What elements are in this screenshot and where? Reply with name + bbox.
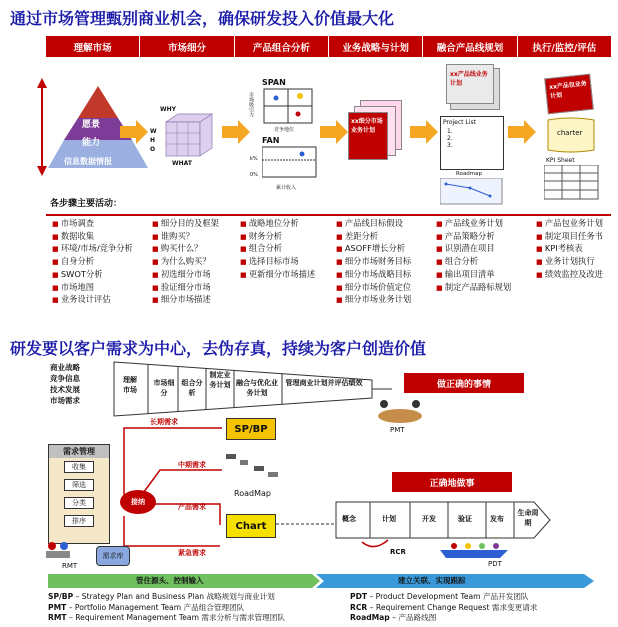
product-line-plan-doc: xx产品线业务计划 — [446, 64, 494, 104]
input-competition: 竞争信息 — [50, 374, 80, 383]
rmt-label: RMT — [62, 562, 78, 570]
dev-step-concept: 概念 — [342, 515, 356, 523]
legend-left — [48, 592, 285, 624]
legend-item: PMT – Portfolio Management Team 产品组合管理团队 — [48, 602, 245, 612]
mm-step-1: 理解市场 — [123, 376, 137, 394]
activity-item: ■ ASOFF增长分析 — [336, 243, 411, 256]
pmt-label: PMT — [390, 426, 405, 434]
activity-item: ■ 产品线业务计划 — [436, 218, 511, 231]
urgent-label: 紧急需求 — [178, 549, 206, 557]
legend-item: RCR – Requirement Change Request 需求变更请求 — [350, 602, 538, 612]
flow-arrow-5 — [508, 120, 538, 144]
fan-chart — [262, 146, 318, 182]
project-list-card — [440, 116, 504, 170]
package-plan-doc: xx产品包业务计划 — [544, 74, 594, 115]
activity-item: ■ 市场调查 — [52, 218, 133, 231]
legend-right — [350, 592, 537, 624]
activity-item: ■ 业务设计评估 — [52, 294, 133, 307]
activity-item: ■ SWOT分析 — [52, 269, 133, 282]
segmentation-cube — [160, 112, 220, 162]
charter-label: charter — [557, 129, 583, 137]
activities-col-5 — [436, 218, 511, 294]
mm-step-6: 管理商业计划并评估绩效 — [285, 379, 363, 387]
tab-segment-market[interactable]: 市场细分 — [140, 36, 234, 57]
mm-inputs — [50, 362, 80, 406]
bar-left-label: 管住源头、控制输入 — [136, 576, 204, 585]
span-ylabel: 市场吸引力 — [248, 92, 254, 117]
legend-item: RoadMap – 产品路线图 — [350, 613, 437, 622]
activity-item: ■ 产品线目标假设 — [336, 218, 411, 231]
kpi-sheet-label: KPI Sheet — [546, 157, 575, 164]
activity-item: ■ 数据收集 — [52, 231, 133, 244]
activity-item: ■ 环境/市场/竞争分析 — [52, 243, 133, 256]
cube-what: WHAT — [172, 160, 192, 167]
activity-item: ■ 为什么购买？ — [152, 256, 219, 269]
mm-step-4: 制定业务计划 — [209, 371, 231, 389]
activity-item: ■ 购买什么？ — [152, 243, 219, 256]
activity-item: ■ 组合分析 — [240, 243, 315, 256]
mm-step-5: 融合与优化业务计划 — [236, 379, 278, 397]
dev-step-lifecycle: 生命周期 — [517, 509, 539, 527]
activity-item: ■ 自身分析 — [52, 256, 133, 269]
rm-step-filter: 筛选 — [64, 479, 94, 491]
do-things-right-banner: 正确地做事 — [392, 472, 512, 492]
fan-title: FAN — [262, 136, 280, 145]
tab-understand-market[interactable]: 理解市场 — [46, 36, 140, 57]
legend-item: PDT – Product Development Team 产品开发团队 — [350, 592, 529, 601]
requirement-repo: 需求库 — [96, 546, 130, 566]
activity-item: ■ KPI考核表 — [536, 243, 603, 256]
product-req-label: 产品需求 — [178, 503, 206, 511]
activity-item: ■ 制定项目任务书 — [536, 231, 603, 244]
activity-item: ■ 输出项目清单 — [436, 269, 511, 282]
pmt-meeting-icon — [372, 396, 428, 426]
span-xlabel: 竞争地位 — [274, 127, 295, 133]
activity-item: ■ 制定产品路标规划 — [436, 282, 511, 295]
activities-col-6 — [536, 218, 603, 282]
roadmap-label-top: Roadmap — [456, 171, 483, 177]
span-matrix — [258, 88, 316, 130]
activity-item: ■ 选择目标市场 — [240, 256, 315, 269]
mm-step-2: 市场细分 — [153, 379, 175, 397]
rm-title: 需求管理 — [49, 445, 109, 458]
activity-item: ■ 产品包业务计划 — [536, 218, 603, 231]
activities-col-3 — [240, 218, 315, 282]
input-technology: 技术发展 — [50, 385, 80, 394]
cube-o: O — [150, 146, 156, 153]
flow-arrow-4 — [410, 120, 440, 144]
span-title: SPAN — [262, 78, 286, 87]
pdt-label: PDT — [488, 560, 502, 568]
page-title-bottom: 研发要以客户需求为中心，去伪存真，持续为客户创造价值 — [10, 339, 427, 358]
cube-why: WHY — [160, 106, 176, 113]
activity-item: ■ 细分目的及框架 — [152, 218, 219, 231]
legend-item: SP/BP – Strategy Plan and Business Plan 战略规划与商业计划 — [48, 592, 275, 601]
project-item-3: 3. — [447, 142, 453, 149]
activity-item: ■ 识别潜在项目 — [436, 243, 511, 256]
roadmap-mini — [440, 178, 504, 206]
cube-w: W — [150, 128, 157, 135]
pyramid-capability: 能力 — [82, 138, 101, 148]
page-title-top: 通过市场管理甄别商业机会，确保研发投入价值最大化 — [10, 9, 395, 28]
activity-item: ■ 初选细分市场 — [152, 269, 219, 282]
spbp-box: SP/BP — [226, 418, 276, 440]
activity-item: ■ 细分市场价值定位 — [336, 282, 411, 295]
requirement-mgmt-box — [48, 444, 110, 544]
mm-step-3: 组合分析 — [181, 379, 203, 397]
pyramid-info: 信息数据情报 — [64, 157, 112, 166]
activity-item: ■ 财务分析 — [240, 231, 315, 244]
segment-plan-doc: xx细分市场业务计划 — [348, 112, 388, 160]
steps-activities-label: 各步骤主要活动： — [50, 199, 123, 209]
rm-step-collect: 收集 — [64, 461, 94, 473]
activities-col-1 — [52, 218, 133, 307]
tab-product-line-plan[interactable]: 融合产品线规划 — [423, 36, 517, 57]
fan-zero: 0% — [250, 172, 258, 178]
activity-item: ■ 细分市场战略目标 — [336, 269, 411, 282]
flow-arrow-2 — [222, 120, 252, 144]
activity-item: ■ 战略地位分析 — [240, 218, 315, 231]
activity-item: ■ 细分市场财务目标 — [336, 256, 411, 269]
fan-xlabel: 累计收入 — [276, 185, 297, 191]
input-market-demand: 市场需求 — [50, 396, 80, 405]
flow-arrow-3 — [320, 120, 350, 144]
activities-divider — [46, 214, 611, 216]
bar-right-label: 建立关联、实现跟踪 — [398, 576, 466, 585]
activity-item: ■ 差距分析 — [336, 231, 411, 244]
fan-k: k% — [250, 156, 258, 162]
activity-item: ■ 市场地图 — [52, 282, 133, 295]
activity-item: ■ 产品策略分析 — [436, 231, 511, 244]
dev-step-develop: 开发 — [422, 515, 436, 523]
long-term-label: 长期需求 — [150, 418, 178, 426]
tab-execute-monitor[interactable]: 执行/监控/评估 — [532, 42, 597, 54]
tab-strategy-plan[interactable]: 业务战略与计划 — [329, 36, 423, 57]
pyramid-vision: 愿景 — [82, 120, 101, 130]
activities-col-4 — [336, 218, 411, 307]
rcr-label: RCR — [390, 548, 406, 556]
mid-term-label: 中期需求 — [178, 461, 206, 469]
accept-badge: 接纳 — [120, 490, 156, 514]
activity-item: ■ 组合分析 — [436, 256, 511, 269]
activity-item: ■ 细分市场描述 — [152, 294, 219, 307]
project-list-title: Project List — [443, 119, 476, 126]
bottom-bars — [48, 574, 618, 588]
cube-h: H — [150, 137, 156, 144]
activity-item: ■ 细分市场业务计划 — [336, 294, 411, 307]
activity-item: ■ 业务计划执行 — [536, 256, 603, 269]
dev-step-verify: 验证 — [458, 515, 472, 523]
input-business-strategy: 商业战略 — [50, 363, 80, 372]
dev-step-plan: 计划 — [382, 515, 396, 523]
rcr-arrow — [360, 538, 390, 552]
dev-step-release: 发布 — [490, 515, 504, 523]
project-item-1: 1. — [447, 128, 453, 135]
legend-item: RMT – Requirement Management Team 需求分析与需求管理团队 — [48, 613, 285, 622]
activity-item: ■ 谁购买？ — [152, 231, 219, 244]
activity-item: ■ 绩效监控及改进 — [536, 269, 603, 282]
roadmap-label: RoadMap — [234, 489, 271, 498]
tab-portfolio-analysis[interactable]: 产品组合分析 — [235, 36, 329, 57]
flow-arrow-1 — [120, 120, 150, 144]
do-right-thing-banner: 做正确的事情 — [404, 373, 524, 393]
project-item-2: 2. — [447, 135, 453, 142]
rm-step-classify: 分类 — [64, 497, 94, 509]
rm-step-sort: 排序 — [64, 515, 94, 527]
pdt-boat-icon — [438, 538, 510, 560]
activities-col-2 — [152, 218, 219, 307]
process-tab-bar — [46, 36, 611, 57]
chart-box: Chart — [226, 514, 276, 538]
activity-item: ■ 验证细分市场 — [152, 282, 219, 295]
activity-item: ■ 更新细分市场描述 — [240, 269, 315, 282]
rmt-people-icon — [44, 540, 74, 560]
kpi-sheet-table — [544, 165, 600, 201]
